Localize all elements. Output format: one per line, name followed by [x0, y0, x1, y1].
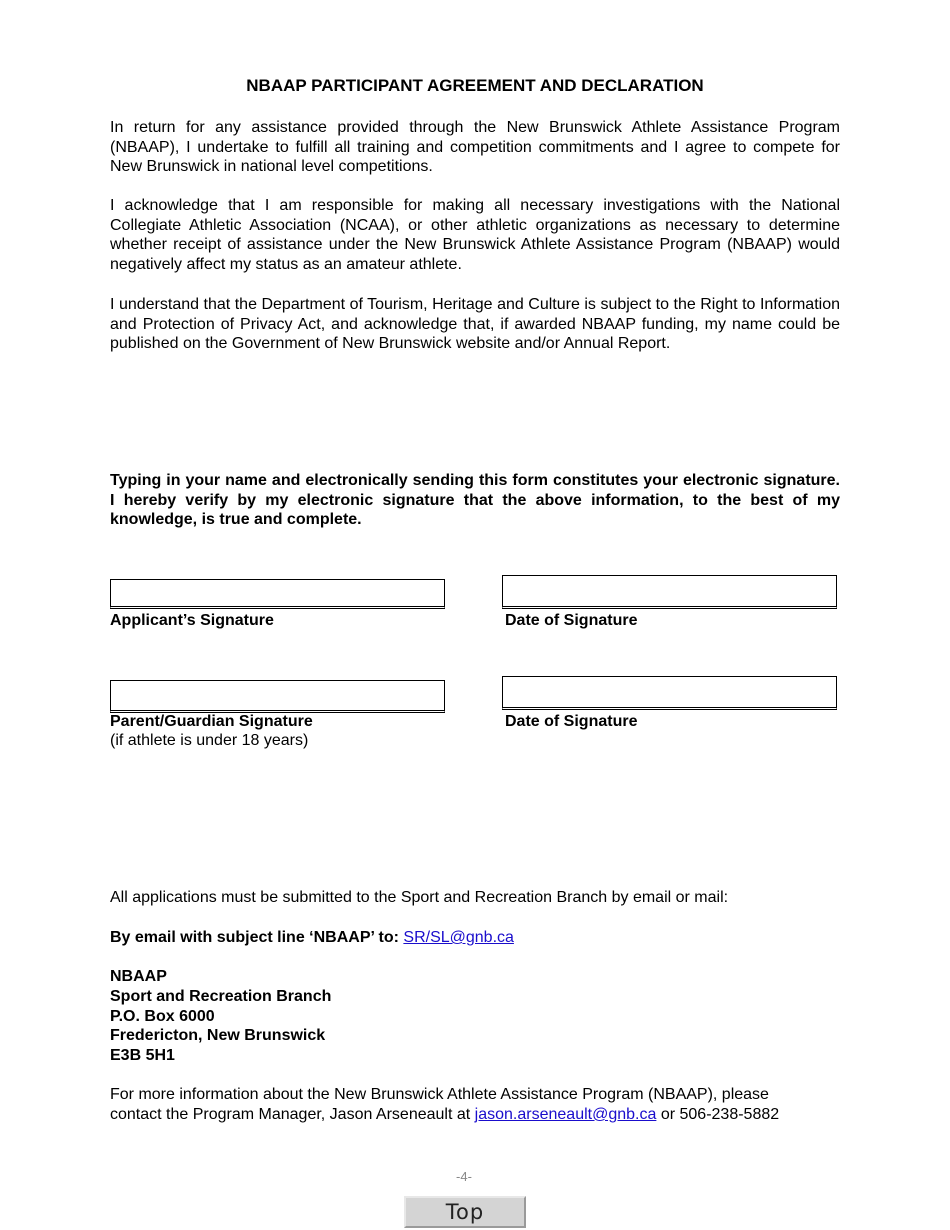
signature-notice: Typing in your name and electronically sending this form constitutes your electronic signature. I hereby verify by my electronic signature that the above information, to the best of my knowledge, is true and complete. [110, 472, 840, 529]
guardian-signature-label: Parent/Guardian Signature [110, 713, 313, 730]
address-line-1: NBAAP [110, 968, 167, 985]
applicant-date-label: Date of Signature [505, 612, 638, 629]
applicant-signature-label: Applicant’s Signature [110, 612, 274, 629]
guardian-signature-field[interactable] [110, 680, 445, 713]
address-line-5: E3B 5H1 [110, 1047, 175, 1064]
contact-line-2 [110, 1106, 779, 1124]
submission-intro: All applications must be submitted to the Sport and Recreation Branch by email or mail: [110, 889, 729, 906]
submission-email-line [110, 929, 514, 947]
contact-email-link[interactable]: jason.arseneault@gnb.ca [474, 1106, 657, 1123]
submission-email-link[interactable]: SR/SL@gnb.ca [403, 929, 514, 946]
page-number: -4- [456, 1169, 472, 1184]
contact-prefix: contact the Program Manager, Jason Arseneault at [110, 1106, 471, 1123]
top-button[interactable]: Top [404, 1196, 526, 1228]
contact-line-1: For more information about the New Brunswick Athlete Assistance Program (NBAAP), please [110, 1086, 769, 1103]
address-line-3: P.O. Box 6000 [110, 1008, 215, 1025]
guardian-signature-date-field[interactable] [502, 676, 837, 710]
agreement-paragraph-1: In return for any assistance provided through the New Brunswick Athlete Assistance Program (NBAAP), I undertake to fulfill all training and competition commitments and I agree to compete for New Brunswick in national level competitions. [110, 119, 840, 176]
guardian-date-label: Date of Signature [505, 713, 638, 730]
submission-email-prefix: By email with subject line ‘NBAAP’ to: [110, 929, 399, 946]
address-line-4: Fredericton, New Brunswick [110, 1027, 326, 1044]
page-title: NBAAP PARTICIPANT AGREEMENT AND DECLARATION [246, 76, 704, 95]
applicant-signature-date-field[interactable] [502, 575, 837, 609]
guardian-age-note: (if athlete is under 18 years) [110, 732, 309, 749]
agreement-paragraph-3: I understand that the Department of Tourism, Heritage and Culture is subject to the Right to Information and Protection of Privacy Act, and acknowledge that, if awarded NBAAP funding, my name could be published on the Government of New Brunswick website and/or Annual Report. [110, 296, 840, 353]
address-line-2: Sport and Recreation Branch [110, 988, 332, 1005]
agreement-paragraph-2: I acknowledge that I am responsible for making all necessary investigations with the National Collegiate Athletic Association (NCAA), or other athletic organizations as necessary to determine whether receipt of assistance under the New Brunswick Athlete Assistance Program (NBAAP) would negatively affect my status as an amateur athlete. [110, 197, 840, 273]
applicant-signature-field[interactable] [110, 579, 445, 609]
contact-suffix: or 506-238-5882 [660, 1106, 780, 1123]
